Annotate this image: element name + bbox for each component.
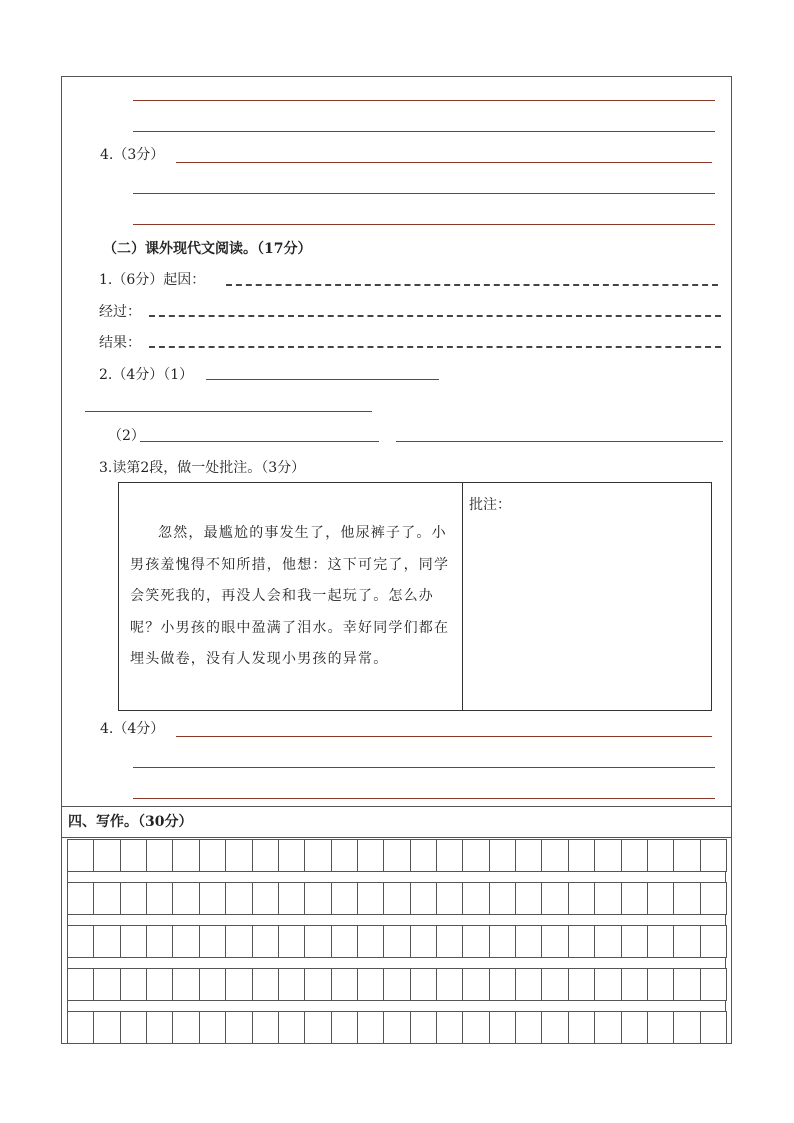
- writing-cell[interactable]: [621, 968, 648, 1001]
- writing-cell[interactable]: [120, 925, 147, 958]
- writing-cell[interactable]: [462, 968, 489, 1001]
- writing-cell[interactable]: [594, 882, 621, 915]
- writing-cell[interactable]: [331, 1011, 358, 1044]
- writing-cell[interactable]: [225, 1011, 252, 1044]
- section-divider: [61, 837, 732, 838]
- writing-cell[interactable]: [67, 839, 94, 872]
- writing-cell[interactable]: [594, 968, 621, 1001]
- writing-cell[interactable]: [304, 968, 331, 1001]
- process-answer-line[interactable]: [149, 315, 721, 317]
- writing-cell[interactable]: [67, 1011, 94, 1044]
- writing-cell[interactable]: [383, 882, 410, 915]
- writing-cell[interactable]: [410, 882, 437, 915]
- writing-cell[interactable]: [700, 1011, 727, 1044]
- writing-cell[interactable]: [331, 925, 358, 958]
- writing-cell[interactable]: [252, 925, 279, 958]
- writing-cell[interactable]: [621, 882, 648, 915]
- writing-cell[interactable]: [304, 1011, 331, 1044]
- writing-cell[interactable]: [436, 1011, 463, 1044]
- writing-cell[interactable]: [331, 882, 358, 915]
- writing-section-title: 四、写作。（30分）: [68, 814, 193, 830]
- writing-cell[interactable]: [594, 839, 621, 872]
- question-4-label: 4.（3分）: [100, 147, 165, 163]
- writing-cell[interactable]: [304, 882, 331, 915]
- answer-line[interactable]: [133, 798, 715, 799]
- answer-line[interactable]: [133, 100, 715, 101]
- writing-cell[interactable]: [120, 968, 147, 1001]
- writing-cell[interactable]: [383, 925, 410, 958]
- writing-cell[interactable]: [673, 1011, 700, 1044]
- answer-line[interactable]: [176, 162, 712, 163]
- writing-cell[interactable]: [93, 968, 120, 1001]
- writing-cell[interactable]: [436, 968, 463, 1001]
- writing-cell[interactable]: [568, 1011, 595, 1044]
- writing-cell[interactable]: [146, 925, 173, 958]
- writing-cell[interactable]: [304, 925, 331, 958]
- writing-cell[interactable]: [383, 839, 410, 872]
- result-answer-line[interactable]: [149, 346, 721, 348]
- writing-cell[interactable]: [120, 1011, 147, 1044]
- writing-cell[interactable]: [489, 968, 516, 1001]
- writing-cell[interactable]: [172, 925, 199, 958]
- writing-cell[interactable]: [278, 882, 305, 915]
- writing-cell[interactable]: [700, 882, 727, 915]
- annotation-box[interactable]: [462, 482, 712, 711]
- writing-cell[interactable]: [700, 968, 727, 1001]
- question-3-label: 3.读第2段，做一处批注。（3分）: [99, 460, 306, 476]
- writing-cell[interactable]: [357, 968, 384, 1001]
- section-2-title: （二）课外现代文阅读。（17分）: [103, 241, 312, 257]
- annotation-label: 批注：: [469, 497, 511, 513]
- writing-cell[interactable]: [568, 839, 595, 872]
- writing-cell[interactable]: [67, 925, 94, 958]
- writing-cell[interactable]: [278, 1011, 305, 1044]
- answer-line[interactable]: [206, 379, 439, 380]
- writing-cell[interactable]: [647, 839, 674, 872]
- writing-cell[interactable]: [146, 968, 173, 1001]
- writing-cell[interactable]: [383, 1011, 410, 1044]
- answer-line[interactable]: [133, 767, 715, 768]
- answer-line[interactable]: [176, 736, 712, 737]
- writing-cell[interactable]: [647, 968, 674, 1001]
- writing-cell[interactable]: [67, 882, 94, 915]
- writing-cell[interactable]: [383, 968, 410, 1001]
- question-1-label: 1.（6分）起因：: [99, 272, 206, 288]
- writing-cell[interactable]: [225, 882, 252, 915]
- writing-cell[interactable]: [172, 882, 199, 915]
- process-label: 经过：: [99, 304, 141, 320]
- writing-cell[interactable]: [515, 1011, 542, 1044]
- writing-cell[interactable]: [673, 925, 700, 958]
- writing-cell[interactable]: [489, 1011, 516, 1044]
- writing-cell[interactable]: [621, 839, 648, 872]
- answer-line[interactable]: [140, 441, 379, 442]
- writing-cell[interactable]: [515, 925, 542, 958]
- writing-cell[interactable]: [673, 882, 700, 915]
- writing-cell[interactable]: [357, 882, 384, 915]
- writing-cell[interactable]: [594, 925, 621, 958]
- writing-cell[interactable]: [67, 968, 94, 1001]
- writing-cell[interactable]: [93, 839, 120, 872]
- writing-cell[interactable]: [199, 882, 226, 915]
- writing-cell[interactable]: [647, 925, 674, 958]
- writing-cell[interactable]: [700, 925, 727, 958]
- writing-cell[interactable]: [515, 839, 542, 872]
- writing-cell[interactable]: [647, 882, 674, 915]
- writing-cell[interactable]: [515, 882, 542, 915]
- writing-cell[interactable]: [647, 1011, 674, 1044]
- writing-cell[interactable]: [621, 925, 648, 958]
- writing-cell[interactable]: [225, 839, 252, 872]
- writing-cell[interactable]: [489, 839, 516, 872]
- writing-cell[interactable]: [568, 882, 595, 915]
- writing-cell[interactable]: [594, 1011, 621, 1044]
- answer-line[interactable]: [133, 131, 715, 132]
- answer-line[interactable]: [85, 411, 372, 412]
- writing-cell[interactable]: [199, 1011, 226, 1044]
- writing-cell[interactable]: [252, 1011, 279, 1044]
- writing-cell[interactable]: [541, 1011, 568, 1044]
- writing-cell[interactable]: [700, 839, 727, 872]
- writing-cell[interactable]: [225, 968, 252, 1001]
- question-2-part2-label: （2）: [108, 428, 145, 444]
- writing-cell[interactable]: [410, 1011, 437, 1044]
- writing-cell[interactable]: [568, 968, 595, 1001]
- writing-cell[interactable]: [541, 882, 568, 915]
- writing-cell[interactable]: [278, 925, 305, 958]
- writing-cell[interactable]: [278, 968, 305, 1001]
- writing-cell[interactable]: [410, 839, 437, 872]
- question-4b-label: 4.（4分）: [100, 721, 165, 737]
- writing-cell[interactable]: [410, 968, 437, 1001]
- writing-cell[interactable]: [252, 839, 279, 872]
- writing-cell[interactable]: [331, 968, 358, 1001]
- writing-cell[interactable]: [462, 882, 489, 915]
- writing-cell[interactable]: [93, 1011, 120, 1044]
- reading-passage: 忽然，最尴尬的事发生了，他尿裤子了。小男孩羞愧得不知所措，他想：这下可完了，同学会笑死我的，再没人会和我一起玩了。怎么办呢？小男孩的眼中盈满了泪水。幸好同学们都在埋头做卷，没有人发现小男孩的异常。: [130, 525, 450, 667]
- section-divider: [61, 806, 732, 807]
- writing-cell[interactable]: [436, 925, 463, 958]
- writing-cell[interactable]: [199, 839, 226, 872]
- writing-cell[interactable]: [462, 1011, 489, 1044]
- writing-cell[interactable]: [304, 839, 331, 872]
- writing-cell[interactable]: [146, 839, 173, 872]
- writing-cell[interactable]: [489, 882, 516, 915]
- result-label: 结果：: [99, 335, 141, 351]
- writing-cell[interactable]: [541, 925, 568, 958]
- writing-cell[interactable]: [515, 968, 542, 1001]
- writing-cell[interactable]: [252, 968, 279, 1001]
- answer-line[interactable]: [133, 224, 715, 225]
- writing-cell[interactable]: [568, 925, 595, 958]
- writing-cell[interactable]: [357, 925, 384, 958]
- writing-cell[interactable]: [541, 968, 568, 1001]
- writing-cell[interactable]: [172, 1011, 199, 1044]
- answer-line[interactable]: [133, 193, 715, 194]
- writing-cell[interactable]: [436, 839, 463, 872]
- writing-cell[interactable]: [120, 882, 147, 915]
- writing-cell[interactable]: [489, 925, 516, 958]
- writing-cell[interactable]: [410, 925, 437, 958]
- writing-cell[interactable]: [462, 839, 489, 872]
- writing-cell[interactable]: [199, 968, 226, 1001]
- writing-cell[interactable]: [673, 839, 700, 872]
- writing-cell[interactable]: [462, 925, 489, 958]
- writing-cell[interactable]: [252, 882, 279, 915]
- writing-cell[interactable]: [93, 882, 120, 915]
- cause-answer-line[interactable]: [226, 284, 718, 286]
- writing-cell[interactable]: [146, 1011, 173, 1044]
- writing-cell[interactable]: [120, 839, 147, 872]
- writing-cell[interactable]: [357, 1011, 384, 1044]
- writing-cell[interactable]: [93, 925, 120, 958]
- writing-cell[interactable]: [172, 839, 199, 872]
- writing-cell[interactable]: [278, 839, 305, 872]
- writing-cell[interactable]: [331, 839, 358, 872]
- writing-cell[interactable]: [357, 839, 384, 872]
- writing-cell[interactable]: [436, 882, 463, 915]
- question-2-label: 2.（4分）（1）: [99, 367, 194, 383]
- writing-cell[interactable]: [146, 882, 173, 915]
- writing-cell[interactable]: [199, 925, 226, 958]
- writing-cell[interactable]: [621, 1011, 648, 1044]
- writing-cell[interactable]: [541, 839, 568, 872]
- writing-cell[interactable]: [673, 968, 700, 1001]
- writing-cell[interactable]: [172, 968, 199, 1001]
- writing-cell[interactable]: [225, 925, 252, 958]
- answer-line[interactable]: [396, 441, 723, 442]
